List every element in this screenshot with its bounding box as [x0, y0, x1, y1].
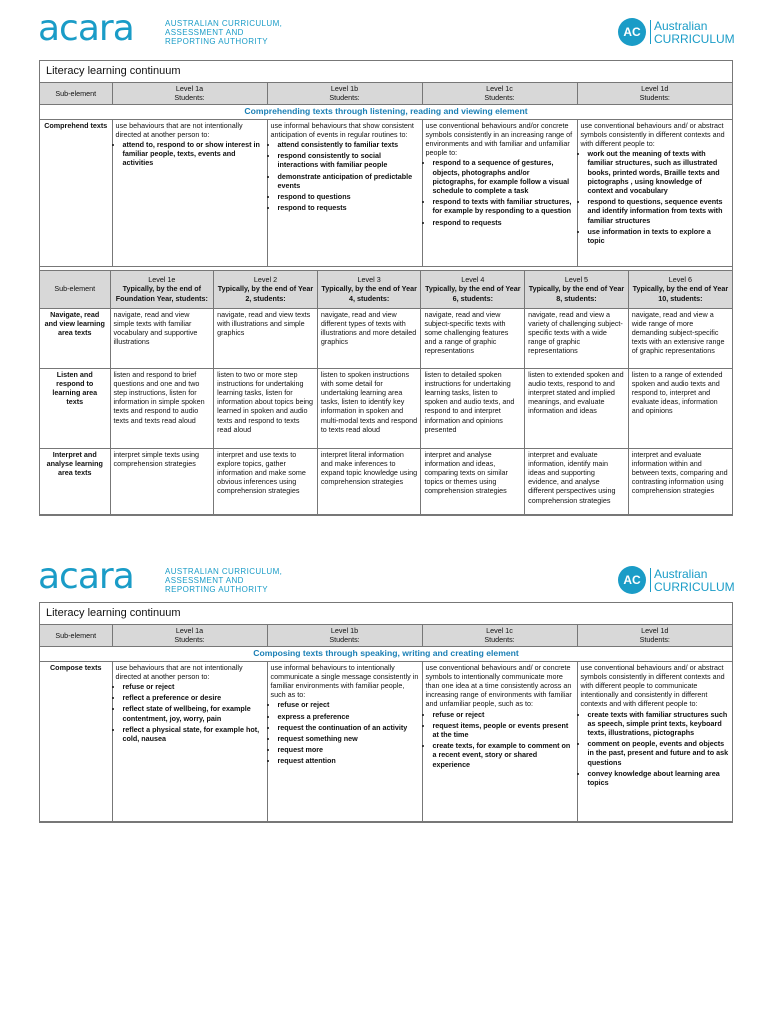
element-heading: Comprehending texts through listening, reading and viewing element	[40, 104, 732, 119]
page-title: Literacy learning continuum	[40, 603, 732, 625]
table-cell: interpret literal information and make inferences to expand topic knowledge using comprehension strategies	[317, 448, 421, 514]
table-cell: navigate, read and view texts with illustrations and simple graphics	[214, 308, 318, 368]
level-header: Level 1c Students:	[422, 83, 577, 104]
table-cell: interpret and evaluate information, identify main ideas and supporting evidence, and analyse different perspectives using comprehension strategies	[525, 448, 629, 514]
table-levels-1a-1d	[40, 83, 732, 267]
table-cell: listen to spoken instructions with some detail for undertaking learning area tasks, listen to identify key information in spoken and multi-modal texts and respond to texts read aloud	[317, 368, 421, 448]
table-cell: listen to detailed spoken instructions for undertaking learning tasks, listen to spoken and audio texts, and respond to and interpret information and opinions presented	[421, 368, 525, 448]
sub-element-label: Compose texts	[40, 661, 112, 821]
level-header: Level 3 Typically, by the end of Year 4, students:	[317, 270, 421, 308]
ac-badge-icon: AC	[618, 566, 646, 594]
level-header: Level 1a Students:	[112, 625, 267, 646]
table-cell: navigate, read and view simple texts with familiar vocabulary and supportive illustrations	[110, 308, 214, 368]
table-cell: interpret simple texts using comprehension strategies	[110, 448, 214, 514]
sub-element-header: Sub-element	[40, 625, 112, 646]
table-cell: use conventional behaviours and/ or abstract symbols consistently in different contexts and with different people to communicate intentionally and consistently in different contexts and with different people to: • create texts with familiar structures such as speech, simple print texts, keyboard texts, illustrations, pictographs • comment on people, events and objects in the past, present and future and to ask questions • convey knowledge about learning area topics	[577, 661, 732, 821]
acara-logo-subtitle: AUSTRALIAN CURRICULUM, ASSESSMENT AND REPORTING AUTHORITY	[165, 567, 283, 594]
table-cell: use conventional behaviours and/ or abstract symbols consistently in different contexts and with different people to: • work out the meaning of texts with familiar structures, such as illustrated books, printed words, Braille texts and pictographs , using knowledge of context and vocabulary • respond to questions, sequence events and identify information from texts with familiar structures • use information in texts to explore a topic	[577, 119, 732, 266]
table-cell: interpret and use texts to explore topics, gather information and make some obvious inferences using comprehension strategies	[214, 448, 318, 514]
table-cell: use conventional behaviours and/or concrete symbols consistently in an increasing range of environments and with familiar and unfamiliar people to: • respond to a sequence of gestures, objects, photographs and/or pictographs, for example follow a visual schedule to complete a task • respond to texts with familiar structures, for example by responding to a question • respond to requests	[422, 119, 577, 266]
sub-element-header: Sub-element	[40, 270, 110, 308]
page-1	[0, 0, 768, 505]
page-title: Literacy learning continuum	[40, 61, 732, 83]
level-header: Level 2 Typically, by the end of Year 2, students:	[214, 270, 318, 308]
level-header: Level 1b Students:	[267, 83, 422, 104]
level-header: Level 1a Students:	[112, 83, 267, 104]
level-header: Level 1e Typically, by the end of Foundation Year, students:	[110, 270, 214, 308]
continuum-table-2	[39, 602, 733, 823]
table-cell: navigate, read and view different types of texts with illustrations and more detailed graphics	[317, 308, 421, 368]
table-cell: use informal behaviours to intentionally communicate a single message consistently in familiar environments with familiar people, such as to: • refuse or reject • express a preference • request the continuation of an activity • request something new • request more • request attention	[267, 661, 422, 821]
page-header: acara AUSTRALIAN CURRICULUM, ASSESSMENT AND REPORTING AUTHORITY AC Australian CURRICULUM	[38, 8, 735, 49]
table-cell: interpret and evaluate information within and between texts, comparing and contrasting information using comprehension strategies	[628, 448, 732, 514]
level-header: Level 1d Students:	[577, 625, 732, 646]
sub-element-label: Comprehend texts	[40, 119, 112, 266]
level-header: Level 5 Typically, by the end of Year 8, students:	[525, 270, 629, 308]
level-header: Level 1d Students:	[577, 83, 732, 104]
level-header: Level 4 Typically, by the end of Year 6, students:	[421, 270, 525, 308]
page-header: acara AUSTRALIAN CURRICULUM, ASSESSMENT AND REPORTING AUTHORITY AC Australian CURRICULUM	[38, 556, 735, 597]
table-compose	[40, 625, 732, 822]
element-heading: Composing texts through speaking, writing and creating element	[40, 646, 732, 661]
table-cell: use behaviours that are not intentionally directed at another person to: • attend to, respond to or show interest in familiar people, texts, events and activities	[112, 119, 267, 266]
table-cell: navigate, read and view a wide range of more demanding subject-specific texts with an extensive range of graphic representations	[628, 308, 732, 368]
table-levels-1e-6	[40, 270, 732, 515]
table-cell: navigate, read and view a variety of challenging subject-specific texts with a wide range of graphic representations	[525, 308, 629, 368]
acara-logo: acara	[38, 8, 134, 49]
table-cell: listen to a range of extended spoken and audio texts and respond to, interpret and evaluate ideas, information and opinions	[628, 368, 732, 448]
level-header: Level 1b Students:	[267, 625, 422, 646]
sub-element-header: Sub-element	[40, 83, 112, 104]
table-cell: navigate, read and view subject-specific texts with some challenging features and a range of graphic representations	[421, 308, 525, 368]
table-cell: use informal behaviours that show consistent anticipation of events in regular routines to: • attend consistently to familiar texts • respond consistently to social interactions with familiar people • demonstrate anticipation of predictable events • respond to questions • respond to requests	[267, 119, 422, 266]
sub-element-label: Interpret and analyse learning area texts	[40, 448, 110, 514]
table-cell: use conventional behaviours and/ or concrete symbols to intentionally communicate more than one idea at a time consistently across an increasing range of environments with familiar and unfamiliar people, such as to: • refuse or reject • request items, people or events present at the time • create texts, for example to comment on a recent event, story or shared experience	[422, 661, 577, 821]
ac-badge-icon: AC	[618, 18, 646, 46]
sub-element-label: Listen and respond to learning area texts	[40, 368, 110, 448]
table-cell: listen to extended spoken and audio texts, respond to and interpret stated and implied meanings, and evaluate information and ideas	[525, 368, 629, 448]
acara-logo-subtitle: AUSTRALIAN CURRICULUM, ASSESSMENT AND REPORTING AUTHORITY	[165, 19, 283, 46]
table-cell: listen to two or more step instructions for undertaking learning tasks, listen for information about topics being learned in spoken and audio texts and respond to texts read aloud	[214, 368, 318, 448]
sub-element-label: Navigate, read and view learning area texts	[40, 308, 110, 368]
continuum-table-1	[39, 60, 733, 516]
acara-logo: acara	[38, 556, 134, 597]
level-header: Level 6 Typically, by the end of Year 10, students:	[628, 270, 732, 308]
table-cell: interpret and analyse information and ideas, comparing texts on similar topics or themes using comprehension strategies	[421, 448, 525, 514]
level-header: Level 1c Students:	[422, 625, 577, 646]
page-2	[0, 548, 768, 787]
table-cell: listen and respond to brief questions and one and two step instructions, listen for information in simple spoken texts and respond to audio texts and texts read aloud	[110, 368, 214, 448]
table-cell: use behaviours that are not intentionally directed at another person to: • refuse or reject • reflect a preference or desire • reflect state of wellbeing, for example contentment, joy, worry, pain • reflect a physical state, for example hot, cold, nausea	[112, 661, 267, 821]
